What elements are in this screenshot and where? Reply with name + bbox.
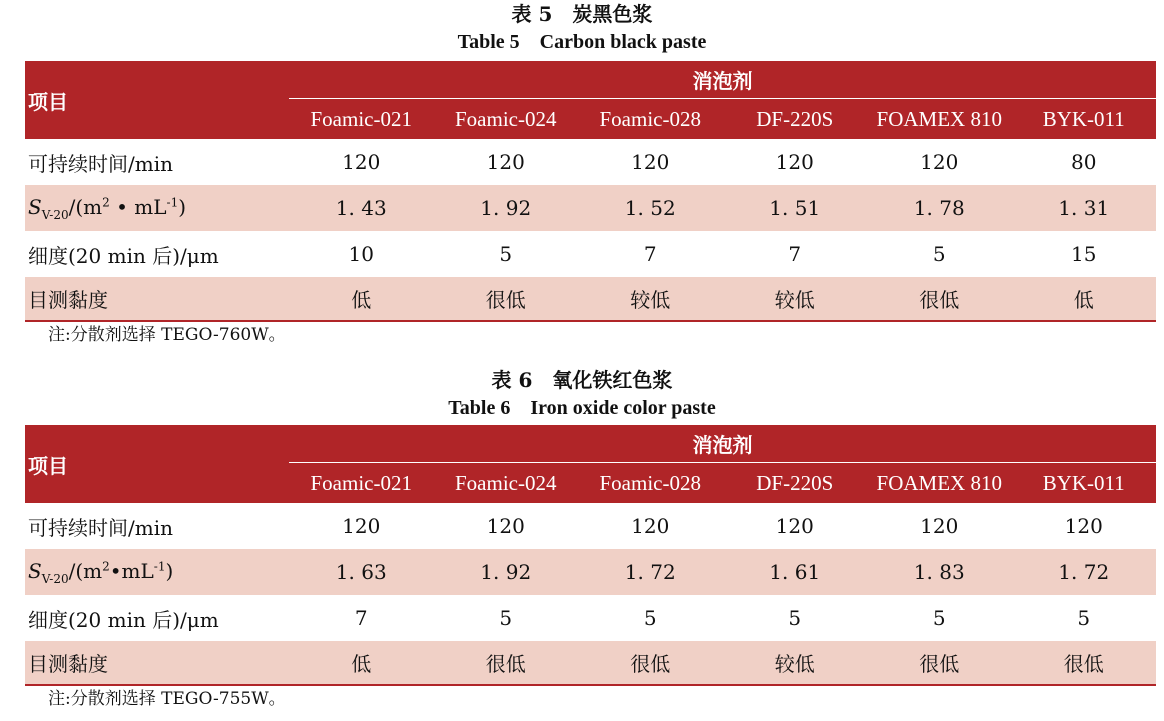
row-label: 可持续时间/min <box>28 151 173 176</box>
header-item: 项目 <box>25 425 289 503</box>
table-cell: 1. 63 <box>289 549 434 595</box>
row-label: 可持续时间/min <box>28 515 173 540</box>
row-label: 细度(20 min 后)/μm <box>28 243 219 268</box>
table6-caption-cn: 表 6 氧化铁红色浆 <box>491 368 673 392</box>
table-cell: 15 <box>1071 242 1097 266</box>
column-header: Foamic-028 <box>578 463 723 504</box>
column-header: FOAMEX 810 <box>867 99 1012 140</box>
table-row <box>25 277 1156 321</box>
table-cell: 5 <box>1077 606 1091 630</box>
column-header: DF-220S <box>723 99 868 140</box>
table-cell: 1. 92 <box>434 549 579 595</box>
column-header: Foamic-021 <box>289 463 434 504</box>
table-cell: 5 <box>932 606 946 630</box>
table6-note: 注:分散剂选择 TEGO-755W。 <box>48 689 286 709</box>
table-row <box>25 503 1156 549</box>
table-cell: 较低 <box>723 641 868 685</box>
row-label: $S_{V-20}/(m^2•mL^{-1})$ <box>25 549 289 595</box>
table6 <box>25 425 1156 686</box>
table5-caption <box>0 0 1164 56</box>
table-cell: 80 <box>1071 150 1097 174</box>
row-label: 目测黏度 <box>25 277 289 321</box>
table-cell: 1. 51 <box>723 185 868 231</box>
table6-caption <box>0 366 1164 422</box>
table5 <box>25 61 1156 322</box>
table-cell: 7 <box>788 242 802 266</box>
table-cell: 1. 83 <box>867 549 1012 595</box>
row-label: 细度(20 min 后)/μm <box>28 607 219 632</box>
table-cell: 1. 61 <box>723 549 868 595</box>
table-cell: 低 <box>289 641 434 685</box>
header-defoamer-group: 消泡剂 <box>289 61 1156 99</box>
table-cell: 很低 <box>434 641 579 685</box>
table-cell: 1. 43 <box>289 185 434 231</box>
header-defoamer-group: 消泡剂 <box>289 425 1156 463</box>
table-cell: 5 <box>788 606 802 630</box>
column-header: Foamic-024 <box>434 463 579 504</box>
table-cell: 120 <box>920 150 959 174</box>
table-cell: 120 <box>775 150 814 174</box>
table-cell: 1. 78 <box>867 185 1012 231</box>
table-cell: 较低 <box>723 277 868 321</box>
table-row <box>25 549 1156 595</box>
table-cell: 5 <box>499 242 513 266</box>
table-cell: 很低 <box>867 277 1012 321</box>
table-cell: 很低 <box>434 277 579 321</box>
table-cell: 7 <box>354 606 368 630</box>
table-cell: 120 <box>486 514 525 538</box>
column-header: Foamic-021 <box>289 99 434 140</box>
table-cell: 10 <box>348 242 374 266</box>
table5-caption-cn: 表 5 炭黑色浆 <box>511 2 653 26</box>
column-header: Foamic-024 <box>434 99 579 140</box>
table-cell: 1. 52 <box>578 185 723 231</box>
table-cell: 5 <box>932 242 946 266</box>
table-row <box>25 641 1156 685</box>
table-cell: 1. 31 <box>1012 185 1157 231</box>
table-cell: 很低 <box>867 641 1012 685</box>
column-header: BYK-011 <box>1012 99 1157 140</box>
table-row <box>25 231 1156 277</box>
table-row <box>25 595 1156 641</box>
table-cell: 5 <box>499 606 513 630</box>
table-cell: 120 <box>342 150 381 174</box>
column-header: Foamic-028 <box>578 99 723 140</box>
table5-note: 注:分散剂选择 TEGO-760W。 <box>48 325 286 345</box>
table-row <box>25 185 1156 231</box>
table-cell: 1. 92 <box>434 185 579 231</box>
table-cell: 120 <box>775 514 814 538</box>
table-cell: 较低 <box>578 277 723 321</box>
table-cell: 7 <box>643 242 657 266</box>
column-header: FOAMEX 810 <box>867 463 1012 504</box>
table-cell: 120 <box>1064 514 1103 538</box>
row-label: $S_{V-20}/(m^2$ • $mL^{-1}$) <box>25 185 289 231</box>
table6-caption-en: Table 6 Iron oxide color paste <box>448 397 716 419</box>
table-cell: 120 <box>631 514 670 538</box>
row-label: 目测黏度 <box>25 641 289 685</box>
table-cell: 120 <box>920 514 959 538</box>
table-row <box>25 139 1156 185</box>
table5-caption-en: Table 5 Carbon black paste <box>457 31 707 53</box>
table-cell: 很低 <box>1012 641 1157 685</box>
table-cell: 低 <box>1012 277 1157 321</box>
column-header: BYK-011 <box>1012 463 1157 504</box>
table-cell: 120 <box>631 150 670 174</box>
column-header: DF-220S <box>723 463 868 504</box>
table-cell: 120 <box>486 150 525 174</box>
table-cell: 5 <box>643 606 657 630</box>
table-cell: 1. 72 <box>578 549 723 595</box>
table-cell: 1. 72 <box>1012 549 1157 595</box>
table-cell: 低 <box>289 277 434 321</box>
table-cell: 120 <box>342 514 381 538</box>
header-item: 项目 <box>25 61 289 139</box>
table-cell: 很低 <box>578 641 723 685</box>
